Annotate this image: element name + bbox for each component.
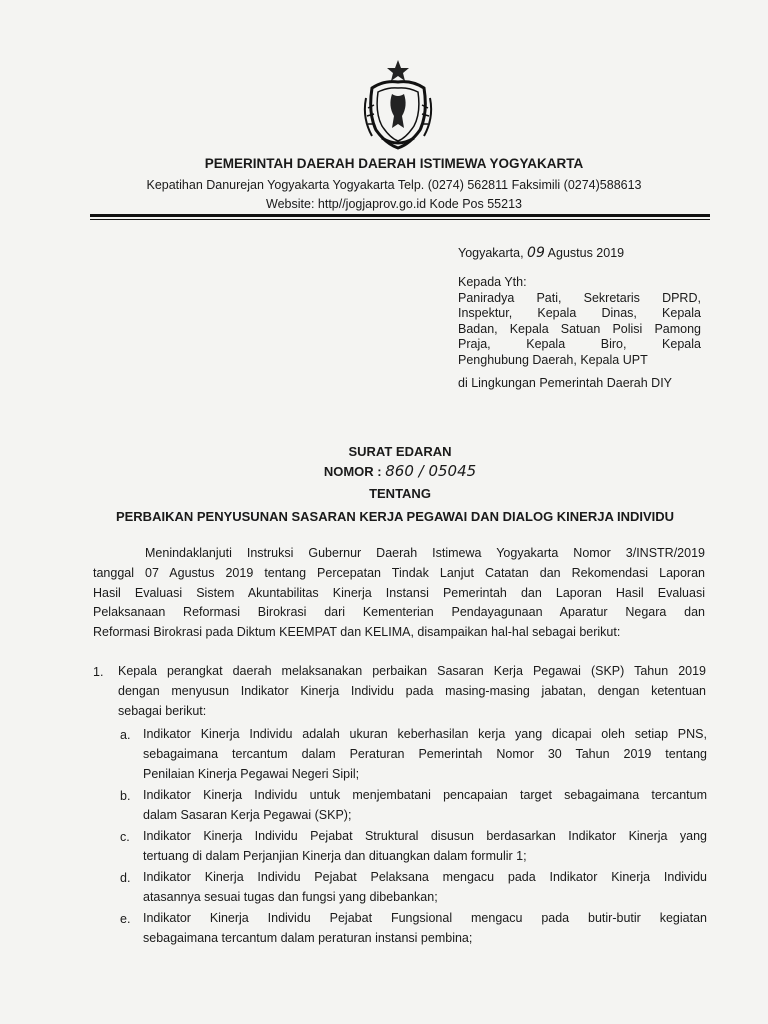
- intro-paragraph: [93, 544, 705, 643]
- website-postcode: Website: http//jogjaprov.go.id Kode Pos 55213: [266, 197, 522, 211]
- date-month-year: Agustus 2019: [547, 246, 625, 260]
- about-label: TENTANG: [369, 486, 431, 501]
- subitem-letter: d.: [120, 871, 131, 885]
- point-1-text: [118, 662, 706, 721]
- subitem-line: atasannya sesuai tugas dan fungsi yang dibebankan;: [143, 889, 438, 904]
- date-place: Yogyakarta,: [458, 246, 524, 260]
- recipient-line: Badan, Kepala Satuan Polisi Pamong: [458, 321, 701, 336]
- number-value-handwritten: 860 / 05045: [385, 462, 477, 480]
- point-number: 1.: [93, 665, 104, 679]
- subitem-line: dalam Sasaran Kerja Pegawai (SKP);: [143, 807, 352, 822]
- subitem-d: [143, 868, 707, 908]
- point-line: sebagai berikut:: [118, 703, 207, 718]
- number-label: NOMOR: [323, 464, 374, 479]
- subitem-line: Indikator Kinerja Individu Pejabat Pelaksana mengacu pada Indikator Kinerja Individu: [143, 870, 707, 884]
- subitem-line: Penilaian Kinerja Pegawai Negeri Sipil;: [143, 766, 360, 781]
- point-line: dengan menyusun Indikator Kinerja Individu pada masing-masing jabatan, dengan ketentuan: [118, 683, 706, 698]
- subitem-a: [143, 725, 707, 784]
- recipient-line: Kepada Yth:: [458, 275, 527, 289]
- header-divider-thick: [90, 214, 710, 217]
- subitem-line: Indikator Kinerja Individu Pejabat Fungsional mengacu pada butir-butir kegiatan: [143, 911, 707, 925]
- subitem-letter: b.: [120, 789, 131, 803]
- intro-line: Reformasi Birokrasi pada Diktum KEEMPAT dan KELIMA, disampaikan hal-hal sebagai berikut:: [93, 625, 621, 640]
- document-type: SURAT EDARAN: [348, 444, 452, 459]
- recipient-line: Praja, Kepala Biro, Kepala: [458, 337, 701, 351]
- subitem-c: [143, 827, 707, 867]
- subitem-line: Indikator Kinerja Individu Pejabat Struktural disusun berdasarkan Indikator Kinerja yang: [143, 829, 707, 843]
- subitem-e: [143, 909, 707, 949]
- coat-of-arms-emblem: [358, 58, 438, 150]
- recipient-line: Inspektur, Kepala Dinas, Kepala: [458, 306, 701, 320]
- subitem-line: Indikator Kinerja Individu untuk menjembatani pencapaian target sebagaimana tercantum: [143, 788, 707, 802]
- intro-line: Hasil Evaluasi Sistem Akuntabilitas Kinerja Instansi Pemerintah dan Laporan Hasil Evaluasi: [93, 585, 705, 600]
- recipient-location: di Lingkungan Pemerintah Daerah DIY: [458, 376, 673, 390]
- recipient-line: Paniradya Pati, Sekretaris DPRD,: [458, 290, 701, 305]
- header-divider-thin: [90, 219, 710, 220]
- government-name: PEMERINTAH DAERAH DAERAH ISTIMEWA YOGYAKARTA: [204, 156, 584, 171]
- subitem-line: Indikator Kinerja Individu adalah ukuran keberhasilan kerja yang dicapai oleh setiap PNS,: [143, 727, 707, 741]
- intro-line: Menindaklanjuti Instruksi Gubernur Daerah Istimewa Yogyakarta Nomor 3/INSTR/2019: [145, 546, 705, 560]
- letter-date: [458, 245, 624, 261]
- date-day-handwritten: 09: [527, 245, 545, 261]
- subitem-line: tertuang di dalam Perjanjian Kinerja dan dituangkan dalam formulir 1;: [143, 848, 527, 863]
- recipient-block: [458, 275, 701, 368]
- subitem-letter: c.: [120, 830, 130, 844]
- office-address: Kepatihan Danurejan Yogyakarta Yogyakarta Telp. (0274) 562811 Faksimili (0274)588613: [146, 178, 642, 192]
- subitem-b: [143, 786, 707, 826]
- intro-line: tanggal 07 Agustus 2019 tentang Percepatan Tindak Lanjut Catatan dan Rekomendasi Laporan: [93, 565, 705, 580]
- subitem-letter: a.: [120, 728, 131, 742]
- subitem-line: sebagaimana tercantum dalam peraturan instansi pembina;: [143, 930, 473, 945]
- subitem-line: sebagaimana tercantum dalam Peraturan Pemerintah Nomor 30 Tahun 2019 tentang: [143, 746, 707, 761]
- document-subject: PERBAIKAN PENYUSUNAN SASARAN KERJA PEGAWAI DAN DIALOG KINERJA INDIVIDU: [115, 509, 675, 524]
- point-line: Kepala perangkat daerah melaksanakan perbaikan Sasaran Kerja Pegawai (SKP) Tahun 2019: [118, 664, 706, 678]
- document-number: NOMOR : 860 / 05045: [323, 462, 477, 480]
- recipient-line: Penghubung Daerah, Kepala UPT: [458, 352, 648, 367]
- intro-line: Pelaksanaan Reformasi Birokrasi dari Kementerian Pendayagunaan Aparatur Negara dan: [93, 605, 705, 620]
- subitem-letter: e.: [120, 912, 131, 926]
